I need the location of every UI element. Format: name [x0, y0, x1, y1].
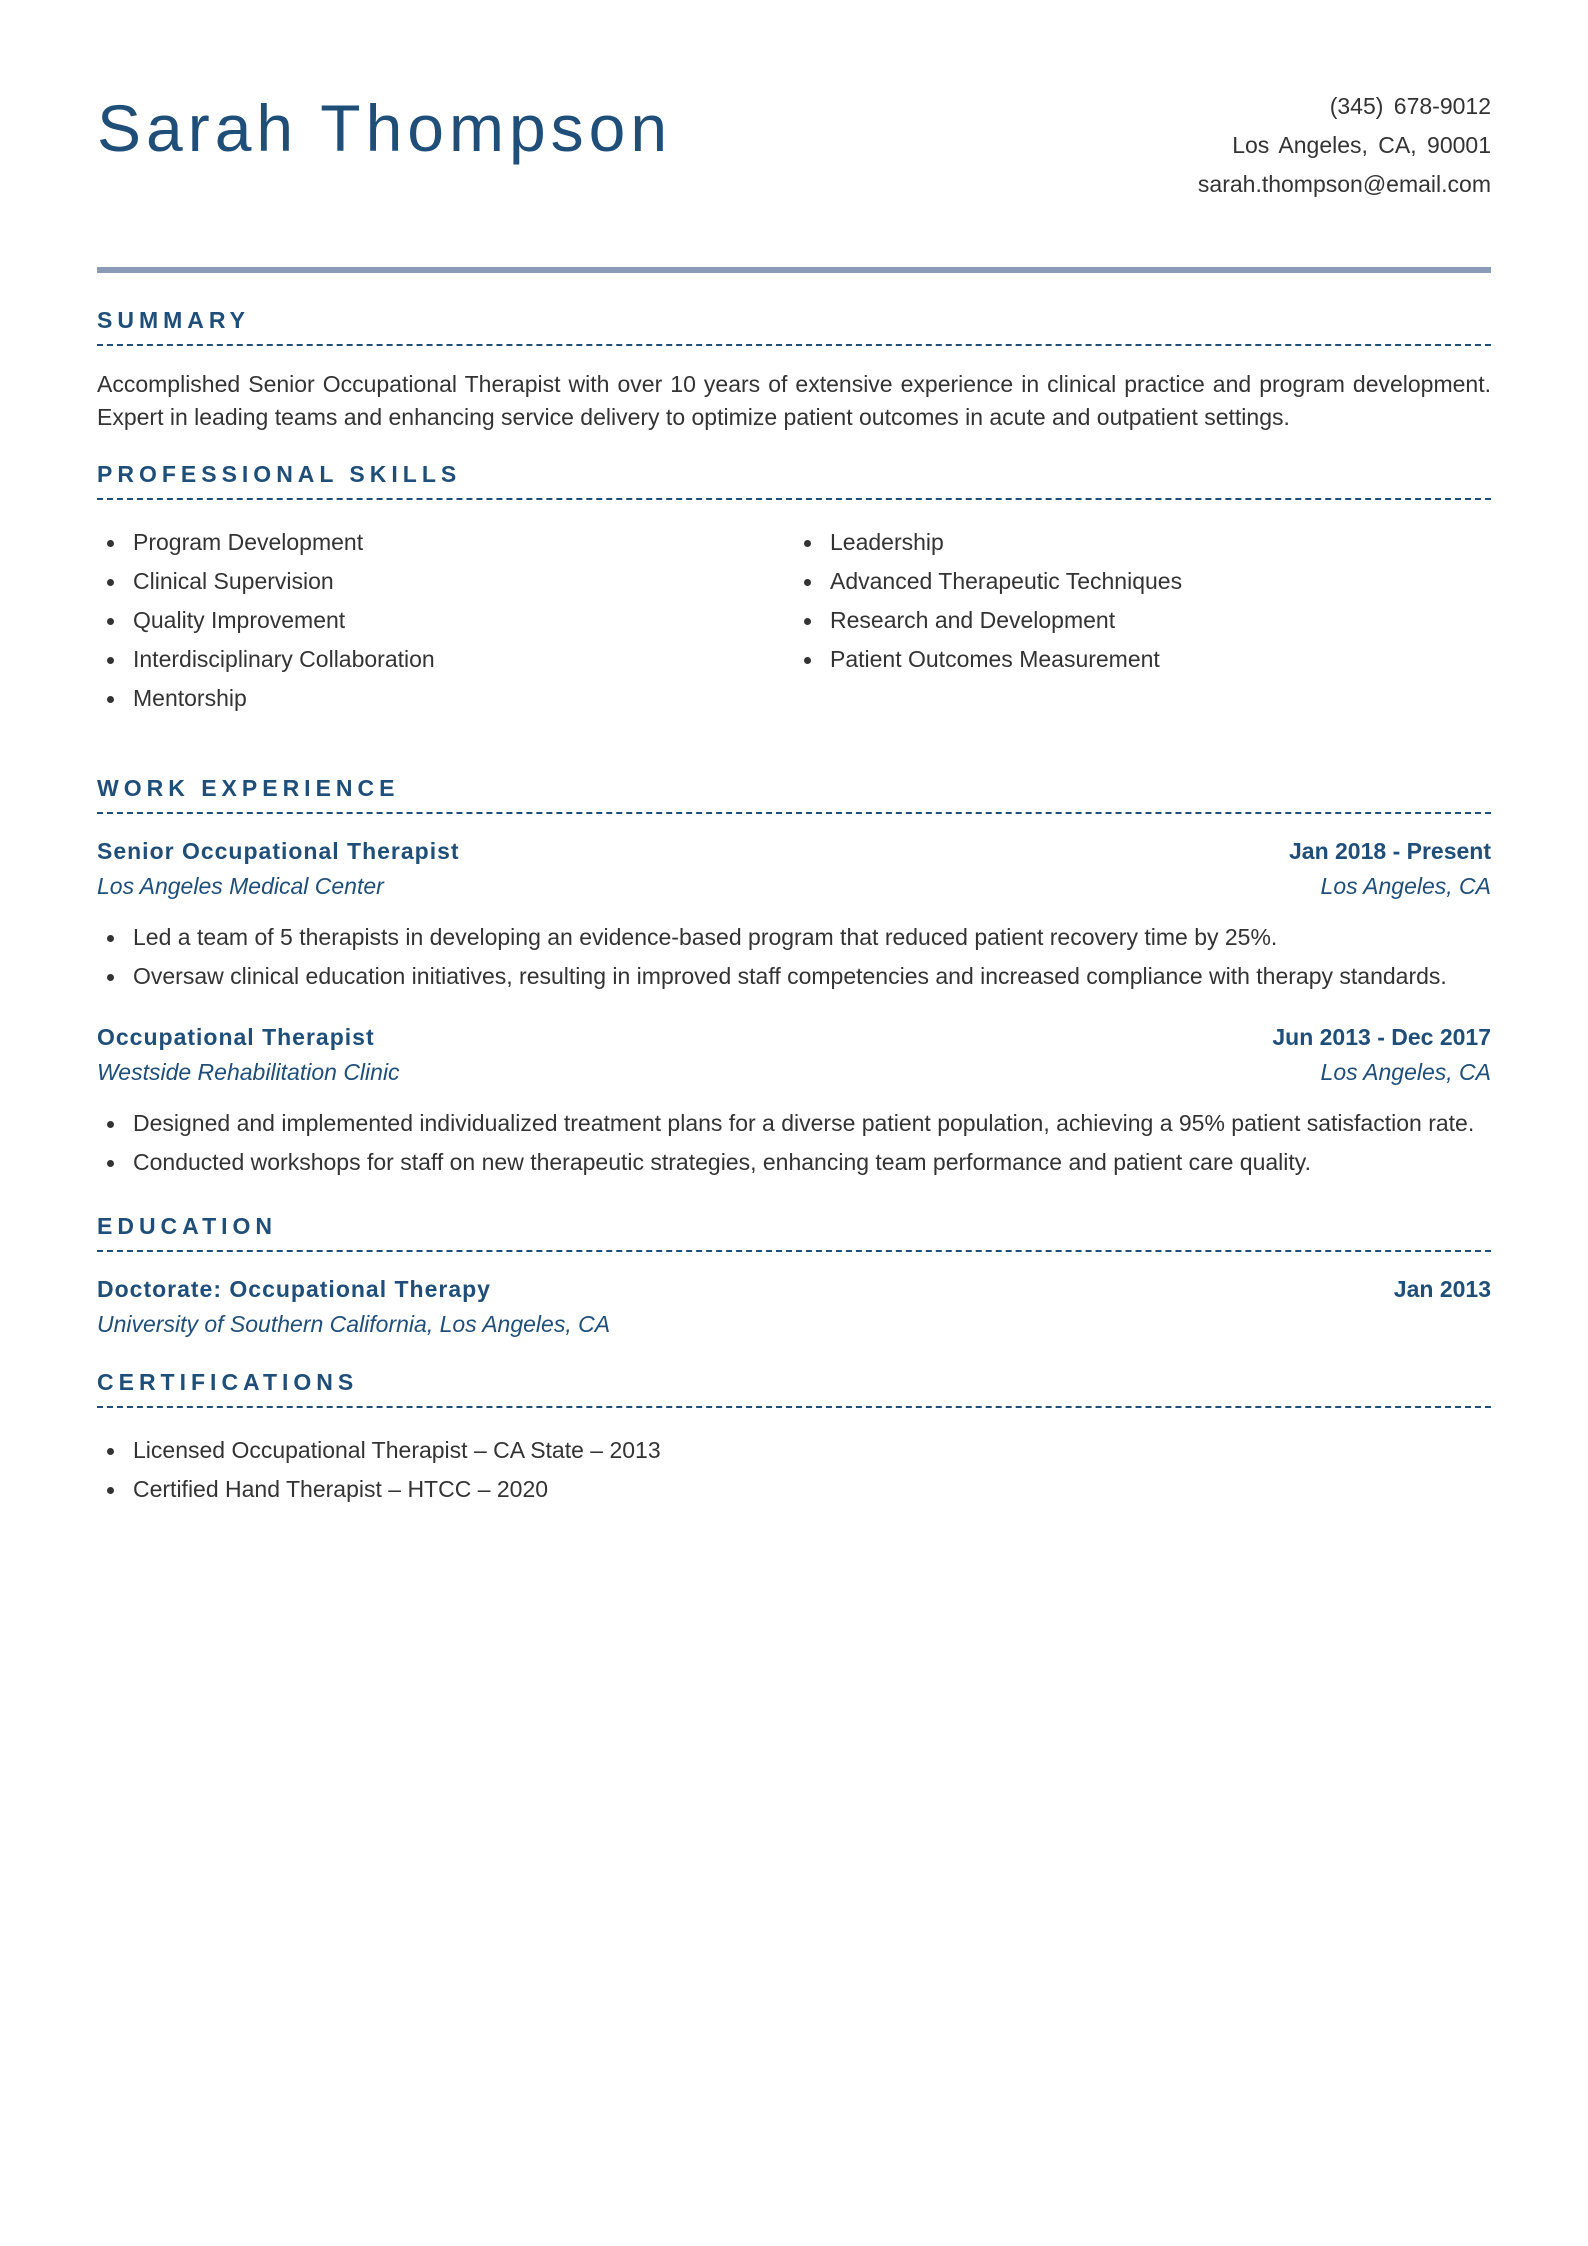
education-section [97, 1213, 1491, 1338]
job-header [97, 838, 1491, 865]
job-bullet: Oversaw clinical education initiatives, resulting in improved staff competencies and increased compliance with therapy standards. [97, 957, 1491, 996]
job-bullets [97, 1104, 1491, 1182]
skill-item: Clinical Supervision [97, 562, 794, 601]
candidate-name: Sarah Thompson [97, 91, 673, 165]
certifications-list [97, 1431, 1491, 1509]
job-subheader [97, 873, 1491, 900]
skills-list-left [97, 523, 794, 718]
job-entry [97, 1024, 1491, 1182]
skill-item: Leadership [794, 523, 1491, 562]
summary-section [97, 307, 1491, 434]
education-heading: EDUCATION [97, 1213, 1491, 1252]
job-employer: Los Angeles Medical Center [97, 873, 384, 899]
job-dates: Jan 2018 - Present [1288, 838, 1491, 864]
header-divider [97, 267, 1491, 273]
job-location: Los Angeles, CA [1320, 1059, 1491, 1085]
certifications-section [97, 1369, 1491, 1509]
skills-heading: PROFESSIONAL SKILLS [97, 461, 1491, 500]
skills-list-right [794, 523, 1491, 718]
degree-title: Doctorate: Occupational Therapy [97, 1276, 491, 1302]
job-bullet: Led a team of 5 therapists in developing an evidence-based program that reduced patient recovery time by 25%. [97, 918, 1491, 957]
skill-item: Quality Improvement [97, 601, 794, 640]
job-header [97, 1024, 1491, 1051]
education-header [97, 1276, 1491, 1303]
job-dates: Jun 2013 - Dec 2017 [1272, 1024, 1491, 1050]
education-subheader [97, 1311, 1491, 1338]
skill-item: Research and Development [794, 601, 1491, 640]
contact-phone: (345) 678-9012 [1329, 93, 1491, 119]
skill-item: Interdisciplinary Collaboration [97, 640, 794, 679]
job-employer: Westside Rehabilitation Clinic [97, 1059, 400, 1085]
skills-columns [97, 523, 1491, 718]
job-title: Senior Occupational Therapist [97, 838, 460, 864]
certification-item: Certified Hand Therapist – HTCC – 2020 [97, 1470, 1491, 1509]
job-subheader [97, 1059, 1491, 1086]
skill-item: Program Development [97, 523, 794, 562]
contact-email[interactable]: sarah.thompson@email.com [1197, 171, 1491, 197]
degree-date: Jan 2013 [1393, 1276, 1491, 1302]
certification-item: Licensed Occupational Therapist – CA State – 2013 [97, 1431, 1491, 1470]
contact-block [1198, 87, 1491, 204]
job-location: Los Angeles, CA [1320, 873, 1491, 899]
skill-item: Patient Outcomes Measurement [794, 640, 1491, 679]
certifications-heading: CERTIFICATIONS [97, 1369, 1491, 1408]
skill-item: Advanced Therapeutic Techniques [794, 562, 1491, 601]
school-name: University of Southern California, Los Angeles, CA [97, 1311, 611, 1337]
summary-heading: SUMMARY [97, 307, 1491, 346]
job-bullet: Designed and implemented individualized treatment plans for a diverse patient population, achieving a 95% patient satisfaction rate. [97, 1104, 1491, 1143]
skill-item: Mentorship [97, 679, 794, 718]
resume-header [97, 0, 1491, 270]
experience-section [97, 775, 1491, 1182]
job-bullets [97, 918, 1491, 996]
job-bullet: Conducted workshops for staff on new therapeutic strategies, enhancing team performance and patient care quality. [97, 1143, 1491, 1182]
experience-heading: WORK EXPERIENCE [97, 775, 1491, 814]
job-entry [97, 838, 1491, 996]
contact-location: Los Angeles, CA, 90001 [1232, 132, 1491, 158]
skills-section [97, 461, 1491, 718]
job-title: Occupational Therapist [97, 1024, 375, 1050]
summary-text: Accomplished Senior Occupational Therapist with over 10 years of extensive experience in clinical practice and program development. Expert in leading teams and enhancing service delivery to optimize patient outcomes in acute and outpatient settings. [97, 371, 1491, 430]
